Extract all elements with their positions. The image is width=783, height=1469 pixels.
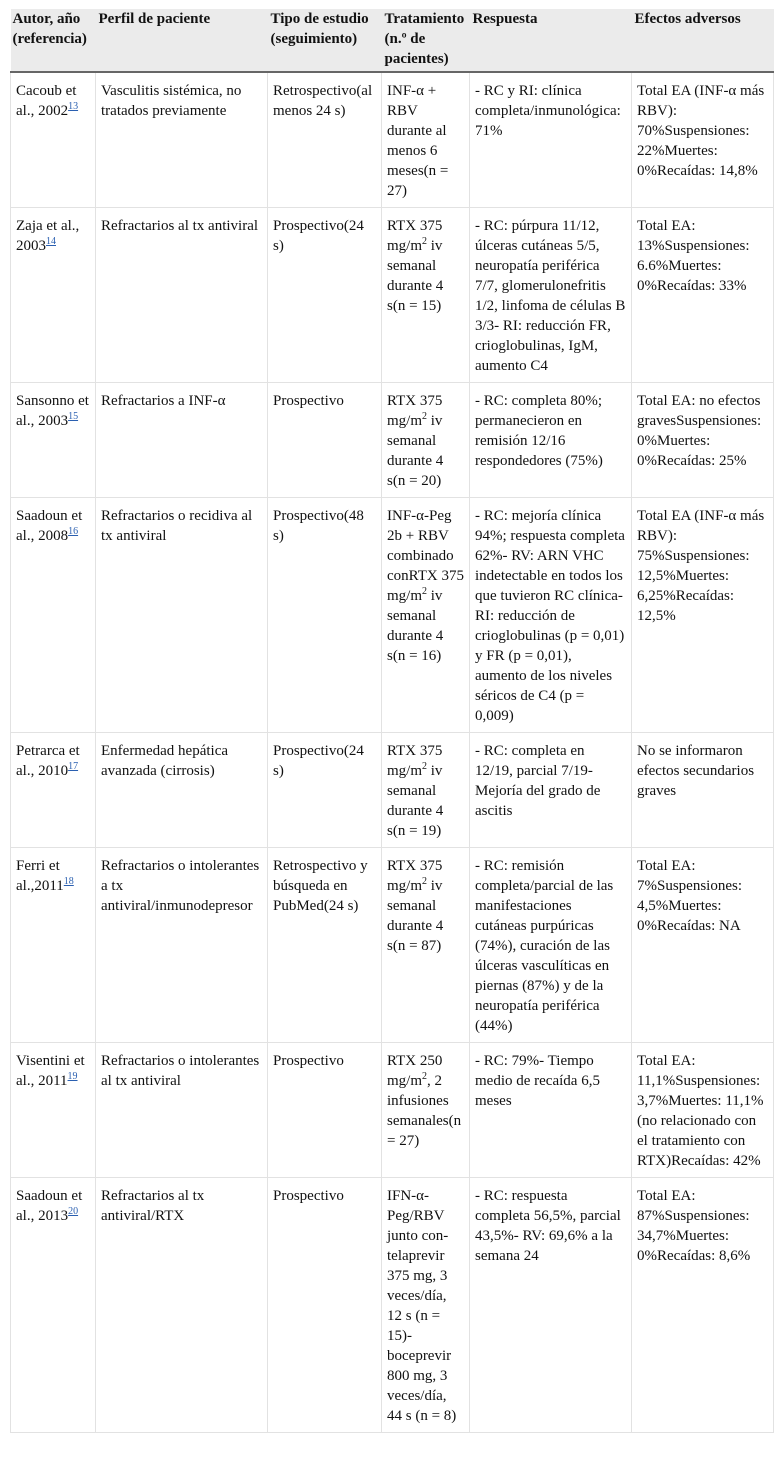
cell-treatment [382, 1043, 470, 1178]
author-text: Zaja et al., 2003 [16, 218, 80, 254]
author-text: Cacoub et al., 2002 [16, 83, 77, 119]
cell-response: - RC: completa en 12/19, parcial 7/19- Mejoría del grado de ascitis [470, 733, 632, 848]
table-row [11, 383, 774, 498]
cell-adverse: Total EA: 11,1%Suspensiones: 3,7%Muertes: 11,1% (no relacionado con el tratamiento con RTX)Recaídas: 42% [632, 1043, 774, 1178]
cell-profile: Refractarios o intolerantes al tx antiviral [96, 1043, 268, 1178]
cell-response: - RC: 79%- Tiempo medio de recaída 6,5 meses [470, 1043, 632, 1178]
cell-response: - RC: completa 80%; permanecieron en remisión 12/16 respondedores (75%) [470, 383, 632, 498]
cell-author [11, 383, 96, 498]
table-row [11, 208, 774, 383]
cell-adverse: Total EA (INF-α más RBV): 75%Suspensiones: 12,5%Muertes: 6,25%Recaídas: 12,5% [632, 498, 774, 733]
table-header [11, 9, 774, 72]
cell-study: Prospectivo(24 s) [268, 733, 382, 848]
cell-treatment [382, 383, 470, 498]
treatment-text: , 2 infusiones semanales(n = 27) [387, 1073, 462, 1149]
treatment-text: iv semanal durante 4 s(n = 20) [387, 413, 444, 489]
author-text: Saadoun et al., 2013 [16, 1188, 83, 1224]
cell-response: - RC: remisión completa/parcial de las manifestaciones cutáneas purpúricas (74%), curación de las úlceras vasculíticas en piernas (87%) y de la neuropatía periférica (44%) [470, 848, 632, 1043]
treatment-text: RTX 375 mg/m [387, 743, 443, 779]
cell-study: Retrospectivo y búsqueda en PubMed(24 s) [268, 848, 382, 1043]
cell-adverse: Total EA: 87%Suspensiones: 34,7%Muertes: 0%Recaídas: 8,6% [632, 1178, 774, 1433]
cell-study: Prospectivo [268, 1043, 382, 1178]
reference-link[interactable]: 15 [68, 411, 79, 422]
cell-profile: Refractarios al tx antiviral [96, 208, 268, 383]
cell-adverse: Total EA (INF-α más RBV): 70%Suspensiones: 22%Muertes: 0%Recaídas: 14,8% [632, 72, 774, 208]
reference-link[interactable]: 13 [68, 101, 79, 112]
header-treatment: Tratamiento (n.º de pacientes) [382, 9, 470, 72]
treatment-text: INF-α-Peg 2b + RBV combinado conRTX 375 mg/m [387, 508, 465, 604]
table-row [11, 848, 774, 1043]
cell-treatment [382, 498, 470, 733]
cell-response: - RC: púrpura 11/12, úlceras cutáneas 5/5, neuropatía periférica 7/7, glomerulonefritis 1/2, linfoma de células B 3/3- RI: reducción FR, crioglobulinas, IgM, aumento C4 [470, 208, 632, 383]
table-body [11, 72, 774, 1433]
table-row [11, 498, 774, 733]
header-profile: Perfil de paciente [96, 9, 268, 72]
cell-treatment [382, 733, 470, 848]
table-row [11, 1043, 774, 1178]
cell-response: - RC: respuesta completa 56,5%, parcial 43,5%- RV: 69,6% a la semana 24 [470, 1178, 632, 1433]
table-row [11, 1178, 774, 1433]
cell-adverse: No se informaron efectos secundarios graves [632, 733, 774, 848]
treatment-superscript: 2 [422, 236, 428, 247]
treatment-text: INF-α + RBV durante al menos 6 meses(n = 27) [387, 83, 449, 199]
treatment-text: RTX 250 mg/m [387, 1053, 443, 1089]
cell-treatment [382, 848, 470, 1043]
cell-adverse: Total EA: 7%Suspensiones: 4,5%Muertes: 0%Recaídas: NA [632, 848, 774, 1043]
reference-link[interactable]: 20 [68, 1206, 79, 1217]
cell-profile: Enfermedad hepática avanzada (cirrosis) [96, 733, 268, 848]
cell-profile: Refractarios o intolerantes a tx antiviral/inmunodepresor [96, 848, 268, 1043]
table-row [11, 72, 774, 208]
cell-author [11, 72, 96, 208]
author-text: Sansonno et al., 2003 [16, 393, 89, 429]
header-author: Autor, año (referencia) [11, 9, 96, 72]
treatment-text: iv semanal durante 4 s(n = 16) [387, 588, 444, 664]
cell-treatment [382, 208, 470, 383]
cell-author [11, 848, 96, 1043]
table-container [10, 9, 773, 1433]
cell-adverse: Total EA: no efectos gravesSuspensiones: 0%Muertes: 0%Recaídas: 25% [632, 383, 774, 498]
treatment-superscript: 2 [422, 586, 428, 597]
cell-adverse: Total EA: 13%Suspensiones: 6.6%Muertes: 0%Recaídas: 33% [632, 208, 774, 383]
treatment-superscript: 2 [422, 1071, 428, 1082]
cell-author [11, 733, 96, 848]
cell-profile: Refractarios al tx antiviral/RTX [96, 1178, 268, 1433]
cell-response: - RC y RI: clínica completa/inmunológica: 71% [470, 72, 632, 208]
cell-profile: Refractarios o recidiva al tx antiviral [96, 498, 268, 733]
cell-profile: Refractarios a INF-α [96, 383, 268, 498]
treatment-superscript: 2 [422, 411, 428, 422]
reference-link[interactable]: 17 [68, 761, 79, 772]
author-text: Ferri et al.,2011 [16, 858, 64, 894]
author-text: Visentini et al., 2011 [16, 1053, 85, 1089]
cell-response: - RC: mejoría clínica 94%; respuesta completa 62%- RV: ARN VHC indetectable en todos los que tuvieron RC clínica- RI: reducción de crioglobulinas (p = 0,01) y FR (p = 0,01), aumento de los niveles séricos de C4 (p = 0,009) [470, 498, 632, 733]
cell-study: Prospectivo(24 s) [268, 208, 382, 383]
cell-study: Prospectivo [268, 1178, 382, 1433]
treatment-text: iv semanal durante 4 s(n = 15) [387, 238, 444, 314]
reference-link[interactable]: 16 [68, 526, 79, 537]
reference-link[interactable]: 19 [67, 1071, 78, 1082]
treatment-text: IFN-α-Peg/RBV junto con-telaprevir 375 mg, 3 veces/día, 12 s (n = 15)-boceprevir 800 mg, 3 veces/día, 44 s (n = 8) [387, 1188, 457, 1424]
cell-treatment [382, 72, 470, 208]
reference-link[interactable]: 14 [46, 236, 56, 247]
cell-profile: Vasculitis sistémica, no tratados previamente [96, 72, 268, 208]
header-row [11, 9, 774, 72]
studies-table [10, 9, 774, 1433]
cell-author [11, 1043, 96, 1178]
treatment-text: RTX 375 mg/m [387, 218, 443, 254]
cell-author [11, 208, 96, 383]
cell-study: Retrospectivo(al menos 24 s) [268, 72, 382, 208]
treatment-superscript: 2 [422, 876, 428, 887]
treatment-text: RTX 375 mg/m [387, 393, 443, 429]
cell-study: Prospectivo(48 s) [268, 498, 382, 733]
reference-link[interactable]: 18 [63, 876, 74, 887]
header-response: Respuesta [470, 9, 632, 72]
table-row [11, 733, 774, 848]
cell-author [11, 1178, 96, 1433]
cell-author [11, 498, 96, 733]
treatment-text: RTX 375 mg/m [387, 858, 443, 894]
cell-study: Prospectivo [268, 383, 382, 498]
author-text: Saadoun et al., 2008 [16, 508, 83, 544]
treatment-text: iv semanal durante 4 s(n = 87) [387, 878, 444, 954]
author-text: Petrarca et al., 2010 [16, 743, 80, 779]
header-study: Tipo de estudio (seguimiento) [268, 9, 382, 72]
treatment-superscript: 2 [422, 761, 428, 772]
cell-treatment [382, 1178, 470, 1433]
treatment-text: iv semanal durante 4 s(n = 19) [387, 763, 444, 839]
header-adverse: Efectos adversos [632, 9, 774, 72]
